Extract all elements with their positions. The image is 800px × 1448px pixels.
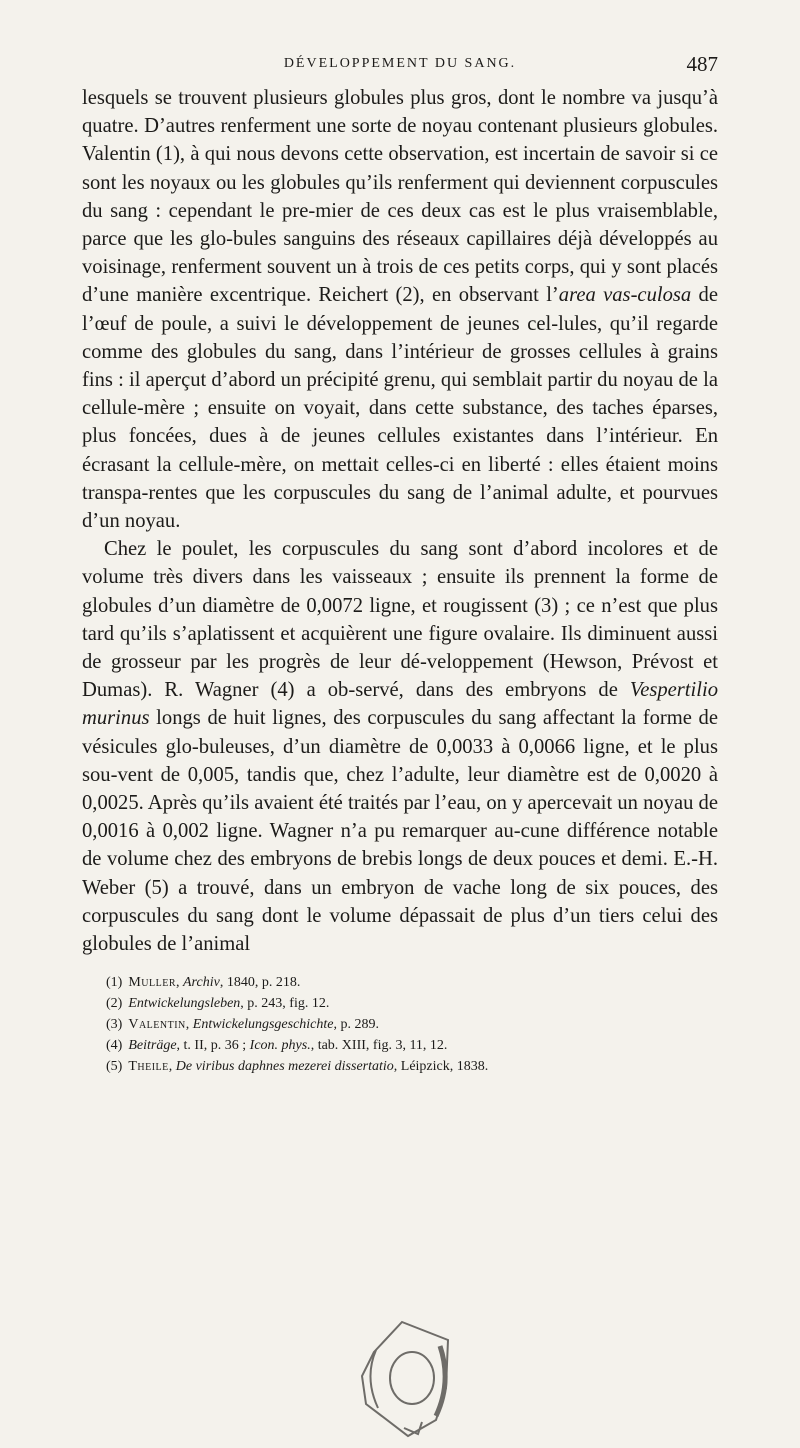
stamp-inner-ring bbox=[390, 1352, 434, 1404]
book-page bbox=[82, 52, 718, 1077]
body-text bbox=[82, 84, 718, 958]
paragraph-2 bbox=[82, 535, 718, 958]
footnote-text: , bbox=[185, 1017, 193, 1033]
footnote-2 bbox=[106, 993, 718, 1014]
footnote-author: Theile bbox=[128, 1059, 169, 1075]
paragraph-1 bbox=[82, 84, 718, 535]
running-title: DÉVELOPPEMENT DU SANG. bbox=[283, 56, 517, 71]
footnote-title: Entwickelungsgeschichte bbox=[192, 1017, 334, 1033]
footnote-text: , p. 289. bbox=[333, 1017, 379, 1033]
footnote-title: Archiv bbox=[183, 975, 220, 991]
footnote-5 bbox=[106, 1056, 718, 1077]
paragraph-1-italic-term: area vas-culosa bbox=[558, 284, 692, 307]
footnote-1 bbox=[106, 972, 718, 993]
footnote-text: , Léipzick, 1838. bbox=[393, 1059, 489, 1075]
footnote-text: , bbox=[168, 1059, 176, 1075]
footnote-text: , tab. XIII, fig. 3, 11, 12. bbox=[310, 1038, 448, 1054]
footnote-mark: (5) bbox=[106, 1059, 123, 1075]
footnote-title: Entwickelungsleben bbox=[128, 996, 241, 1012]
running-head bbox=[82, 52, 718, 78]
page-number: 487 bbox=[686, 52, 718, 76]
footnote-text: , t. II, p. 36 ; bbox=[176, 1038, 250, 1054]
footnote-title: Beiträge bbox=[128, 1038, 177, 1054]
footnote-title: Icon. phys. bbox=[249, 1038, 311, 1054]
footnote-text: , bbox=[176, 975, 183, 991]
paragraph-2-text-a: Chez le poulet, les corpuscules du sang sont d’abord incolores et de volume très divers dans les vaisseaux ; ensuite ils prennent la forme de globules d’un diamètre de 0,0072 ligne, et rougissent (3) ; ce n’est que plus tard qu’ils s’aplatissent et acquièrent une figure ovalaire. Ils diminuent aussi de grosseur par les progrès de leur dé-veloppement (Hewson, Prévost et Dumas). R. Wagner (4) a ob-servé, dans des embryons de bbox=[82, 538, 718, 702]
footnote-4 bbox=[106, 1035, 718, 1056]
footnote-text: , p. 243, fig. 12. bbox=[240, 996, 330, 1012]
footnote-text: , 1840, p. 218. bbox=[219, 975, 301, 991]
footnote-title: De viribus daphnes mezerei dissertatio bbox=[175, 1059, 394, 1075]
library-stamp-icon bbox=[356, 1316, 454, 1440]
footnote-mark: (4) bbox=[106, 1038, 123, 1054]
paragraph-1-text-b: de l’œuf de poule, a suivi le développement de jeunes cel-lules, qu’il regarde comme des globules du sang, dans l’intérieur de grosses cellules à grains fins : il aperçut d’abord un précipité grenu, qui semblait partir du noyau de la cellule-mère ; ensuite on voyait, dans cette substance, des taches éparses, plus foncées, dues à de jeunes cellules existantes dans l’intérieur. En écrasant la cellule-mère, on mettait celles-ci en liberté : elles étaient moins transpa-rentes que les corpuscules du sang de l’animal adulte, et pourvues d’un noyau. bbox=[82, 284, 718, 533]
paragraph-2-text-b: longs de huit lignes, des corpuscules du sang affectant la forme de vésicules glo-buleuses, d’un diamètre de 0,0033 à 0,0066 ligne, et le plus sou-vent de 0,005, tandis que, chez l’adulte, leur diamètre est de 0,0020 à 0,0025. Après qu’ils avaient été traités par l’eau, on y apercevait un noyau de 0,0016 à 0,002 ligne. Wagner n’a pu remarquer au-cune différence notable de volume chez des embryons de brebis longs de deux pouces et demi. E.-H. Weber (5) a trouvé, dans un embryon de vache long de six pouces, des corpuscules du sang dont le volume dépassait de plus d’un tiers celui des globules de l’animal bbox=[82, 707, 718, 956]
paragraph-1-text-a: lesquels se trouvent plusieurs globules plus gros, dont le nombre va jusqu’à quatre. D’autres renferment une sorte de noyau contenant plusieurs globules. Valentin (1), à qui nous devons cette observation, est incertain de savoir si ce sont les noyaux ou les globules qu’ils renferment qui deviennent corpuscules du sang : cependant le pre-mier de ces deux cas est le plus vraisemblable, parce que les glo-bules sanguins des réseaux capillaires déjà développés au voisinage, renferment souvent un à trois de ces petits corps, qui y sont placés d’une manière excentrique. Reichert (2), en observant l’ bbox=[82, 87, 718, 307]
stamp-mark-bottom bbox=[404, 1422, 422, 1434]
paragraph-2-italic-species: Vespertilio murinus bbox=[82, 679, 718, 730]
footnote-mark: (1) bbox=[106, 975, 123, 991]
footnote-author: Valentin bbox=[128, 1017, 186, 1033]
footnotes bbox=[82, 972, 718, 1077]
footnote-mark: (3) bbox=[106, 1017, 123, 1033]
stamp-outline bbox=[362, 1322, 448, 1436]
stamp-arc-right bbox=[436, 1346, 445, 1416]
footnote-mark: (2) bbox=[106, 996, 123, 1012]
footnote-author: Muller bbox=[128, 975, 176, 991]
footnote-3 bbox=[106, 1014, 718, 1035]
